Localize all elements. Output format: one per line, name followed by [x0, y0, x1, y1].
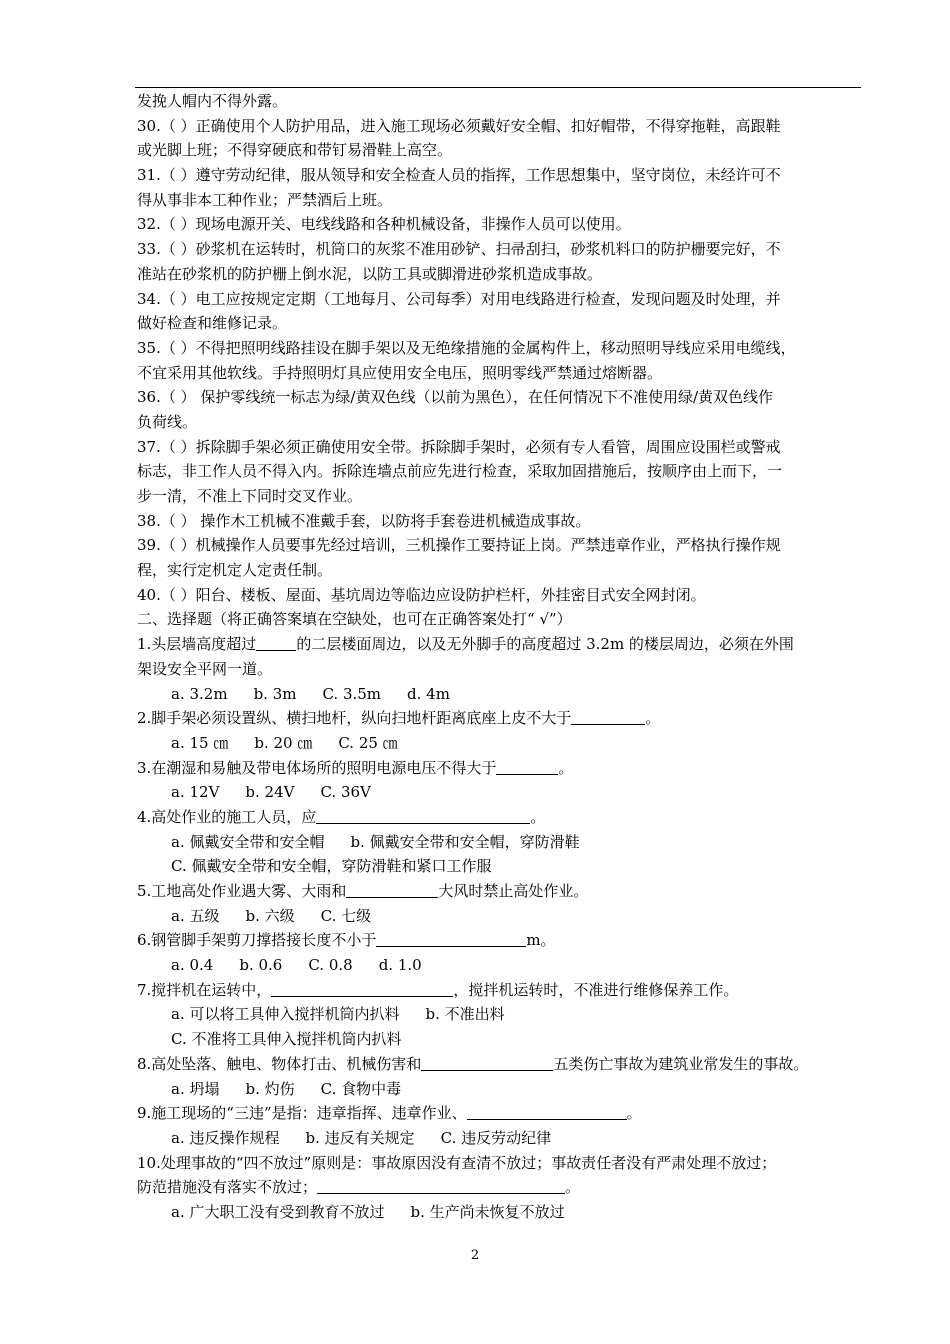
- option[interactable]: d. 4m: [407, 684, 450, 703]
- option[interactable]: a. 可以将工具伸入搅拌机筒内扒料: [171, 1005, 400, 1024]
- options-7: [137, 1002, 861, 1027]
- text-line: 33.（ ）砂浆机在运转时，机筒口的灰浆不准用砂铲、扫帚刮扫，砂浆机料口的防护栅要完好，不: [137, 240, 781, 259]
- question-10-cont: [137, 1175, 861, 1200]
- option[interactable]: a. 广大职工没有受到教育不放过: [171, 1202, 385, 1221]
- question-text: 6.钢管脚手架剪刀撑搭接长度不小于: [137, 931, 377, 950]
- question-10: 10.处理事故的“四不放过”原则是：事故原因没有查清不放过；事故责任者没有严肃处理不放过；: [137, 1153, 777, 1172]
- answer-blank[interactable]: [376, 930, 526, 947]
- option[interactable]: a. 违反操作规程: [171, 1128, 280, 1147]
- question-text: 。: [558, 758, 574, 777]
- option[interactable]: b. 违反有关规定: [305, 1128, 415, 1147]
- option[interactable]: a. 佩戴安全带和安全帽: [171, 832, 325, 851]
- options-4-cont: [137, 854, 861, 879]
- option[interactable]: a. 五级: [171, 906, 220, 925]
- option[interactable]: C. 25 ㎝: [338, 733, 398, 752]
- option[interactable]: a. 3.2m: [171, 684, 228, 703]
- text-line: 35.（ ）不得把照明线路挂设在脚手架以及无绝缘措施的金属构件上，移动照明导线应采用电缆线，: [137, 338, 796, 357]
- option[interactable]: a. 12V: [171, 783, 220, 802]
- question-8: [137, 1052, 861, 1077]
- options-9: [137, 1126, 861, 1151]
- answer-blank[interactable]: [271, 980, 453, 997]
- options-10: [137, 1200, 861, 1225]
- options-3: [137, 780, 861, 805]
- option[interactable]: b. 六级: [245, 906, 295, 925]
- answer-blank[interactable]: [346, 881, 438, 898]
- option[interactable]: b. 生产尚未恢复不放过: [410, 1202, 565, 1221]
- option[interactable]: a. 15 ㎝: [171, 733, 229, 752]
- options-4: [137, 830, 861, 855]
- text-line: 34.（ ）电工应按规定定期（工地每月、公司每季）对用电线路进行检查，发现问题及时处理，并: [137, 289, 781, 308]
- text-line: 标志，非工作人员不得入内。拆除连墙点前应先进行检查，采取加固措施后，按顺序由上而下，一: [137, 462, 783, 481]
- text-line: 38.（ ） 操作木工机械不准戴手套，以防将手套卷进机械造成事故。: [137, 511, 591, 530]
- question-6: [137, 928, 861, 953]
- option[interactable]: C. 3.5m: [322, 684, 382, 703]
- page-number: 2: [470, 1248, 480, 1263]
- option[interactable]: C. 七级: [320, 906, 372, 925]
- option[interactable]: C. 违反劳动纪律: [440, 1128, 552, 1147]
- text-line: 不宜采用其他软线。手持照明灯具应使用安全电压，照明零线严禁通过熔断器。: [137, 363, 663, 382]
- text-line: 31.（ ）遵守劳动纪律，服从领导和安全检查人员的指挥，工作思想集中，坚守岗位，未经许可不: [137, 166, 781, 185]
- question-text: 的二层楼面周边，以及无外脚手的高度超过 3.2m 的楼层周边，必须在外围: [296, 635, 794, 654]
- answer-blank[interactable]: [421, 1054, 553, 1071]
- option[interactable]: b. 佩戴安全带和安全帽，穿防滑鞋: [350, 832, 580, 851]
- question-text: 1.头层墙高度超过: [137, 635, 257, 654]
- text-line: 做好检查和维修记录。: [137, 314, 288, 333]
- option[interactable]: a. 坍塌: [171, 1079, 220, 1098]
- question-text: 大风时禁止高处作业。: [438, 882, 589, 900]
- answer-blank[interactable]: [316, 807, 530, 824]
- option[interactable]: b. 24V: [245, 783, 295, 802]
- question-9: [137, 1101, 861, 1126]
- document-body: [137, 89, 861, 1225]
- question-1-cont: 架设安全平网一道。: [137, 659, 273, 678]
- text-line: 30.（ ）正确使用个人防护用品，进入施工现场必须戴好安全帽、扣好帽带，不得穿拖鞋，高跟鞋: [137, 116, 781, 135]
- answer-blank[interactable]: [256, 634, 296, 651]
- question-text: 。: [645, 709, 661, 728]
- option[interactable]: C. 食物中毒: [320, 1079, 402, 1098]
- options-5: [137, 904, 861, 929]
- answer-blank[interactable]: [571, 708, 645, 725]
- option[interactable]: d. 1.0: [378, 956, 422, 975]
- section-heading: 二、选择题（将正确答案填在空缺处，也可在正确答案处打“ √”）: [137, 610, 572, 629]
- text-line: 步一清，不准上下同时交叉作业。: [137, 487, 363, 505]
- question-4: [137, 805, 861, 830]
- options-2: [137, 731, 861, 756]
- text-line: 负荷线。: [137, 412, 198, 431]
- text-line: 准站在砂浆机的防护栅上倒水泥，以防工具或脚滑进砂浆机造成事故。: [137, 264, 603, 283]
- options-8: [137, 1077, 861, 1102]
- text-line: 37.（ ）拆除脚手架必须正确使用安全带。拆除脚手架时，必须有专人看管，周围应设围栏或警戒: [137, 437, 781, 456]
- text-line: 或光脚上班；不得穿硬底和带钉易滑鞋上高空。: [137, 141, 453, 160]
- question-7: [137, 978, 861, 1003]
- answer-blank[interactable]: [317, 1177, 565, 1194]
- header-rule: [135, 87, 861, 88]
- option[interactable]: b. 3m: [253, 684, 297, 703]
- question-2: [137, 706, 861, 731]
- question-text: 五类伤亡事故为建筑业常发生的事故。: [553, 1054, 809, 1073]
- text-line: 36.（ ） 保护零线统一标志为绿/黄双色线（以前为黑色），在任何情况下不准使用绿/黄双色线作: [137, 388, 774, 407]
- answer-blank[interactable]: [467, 1103, 627, 1120]
- option[interactable]: b. 不准出料: [425, 1005, 505, 1024]
- question-text: 5.工地高处作业遇大雾、大雨和: [137, 882, 347, 900]
- question-5: [137, 879, 861, 904]
- option[interactable]: a. 0.4: [171, 956, 214, 975]
- option[interactable]: C. 36V: [320, 783, 371, 802]
- options-1: [137, 682, 861, 707]
- question-text: 2.脚手架必须设置纵、横扫地杆，纵向扫地杆距离底座上皮不大于: [137, 709, 572, 728]
- question-text: 。: [565, 1178, 581, 1197]
- options-7-cont: [137, 1027, 861, 1052]
- text-line: 得从事非本工种作业；严禁酒后上班。: [137, 190, 393, 209]
- text-line: 程，实行定机定人定责任制。: [137, 561, 333, 580]
- options-6: [137, 953, 861, 978]
- question-3: [137, 756, 861, 781]
- text-line: 39.（ ）机械操作人员要事先经过培训，三机操作工要持证上岗。严禁违章作业，严格执行操作规: [137, 536, 781, 555]
- question-text: 。: [530, 807, 546, 826]
- option[interactable]: b. 0.6: [239, 956, 283, 975]
- question-text: 8.高处坠落、触电、物体打击、机械伤害和: [137, 1054, 422, 1073]
- answer-blank[interactable]: [496, 758, 558, 775]
- question-text: 4.高处作业的施工人员，应: [137, 807, 317, 826]
- option[interactable]: C. 不准将工具伸入搅拌机筒内扒料: [171, 1030, 402, 1049]
- question-text: 。: [626, 1104, 642, 1123]
- option[interactable]: b. 灼伤: [245, 1079, 295, 1098]
- text-line: 发挽人帽内不得外露。: [137, 92, 288, 110]
- text-line: 32.（ ）现场电源开关、电线线路和各种机械设备，非操作人员可以使用。: [137, 215, 631, 234]
- question-text: ，搅拌机运转时，不准进行维修保养工作。: [453, 980, 739, 999]
- question-text: 防范措施没有落实不放过；: [137, 1178, 318, 1197]
- option[interactable]: C. 佩戴安全带和安全帽，穿防滑鞋和紧口工作服: [171, 857, 492, 876]
- question-text: m。: [526, 931, 556, 950]
- question-1: [137, 632, 861, 657]
- text-line: 40.（ ）阳台、楼板、屋面、基坑周边等临边应设防护栏杆，外挂密目式安全网封闭。: [137, 585, 706, 604]
- question-text: 3.在潮湿和易触及带电体场所的照明电源电压不得大于: [137, 758, 497, 777]
- option[interactable]: b. 20 ㎝: [254, 733, 313, 752]
- question-text: 7.搅拌机在运转中，: [137, 980, 272, 999]
- question-text: 9.施工现场的“三违”是指：违章指挥、违章作业、: [137, 1104, 467, 1123]
- option[interactable]: C. 0.8: [308, 956, 353, 975]
